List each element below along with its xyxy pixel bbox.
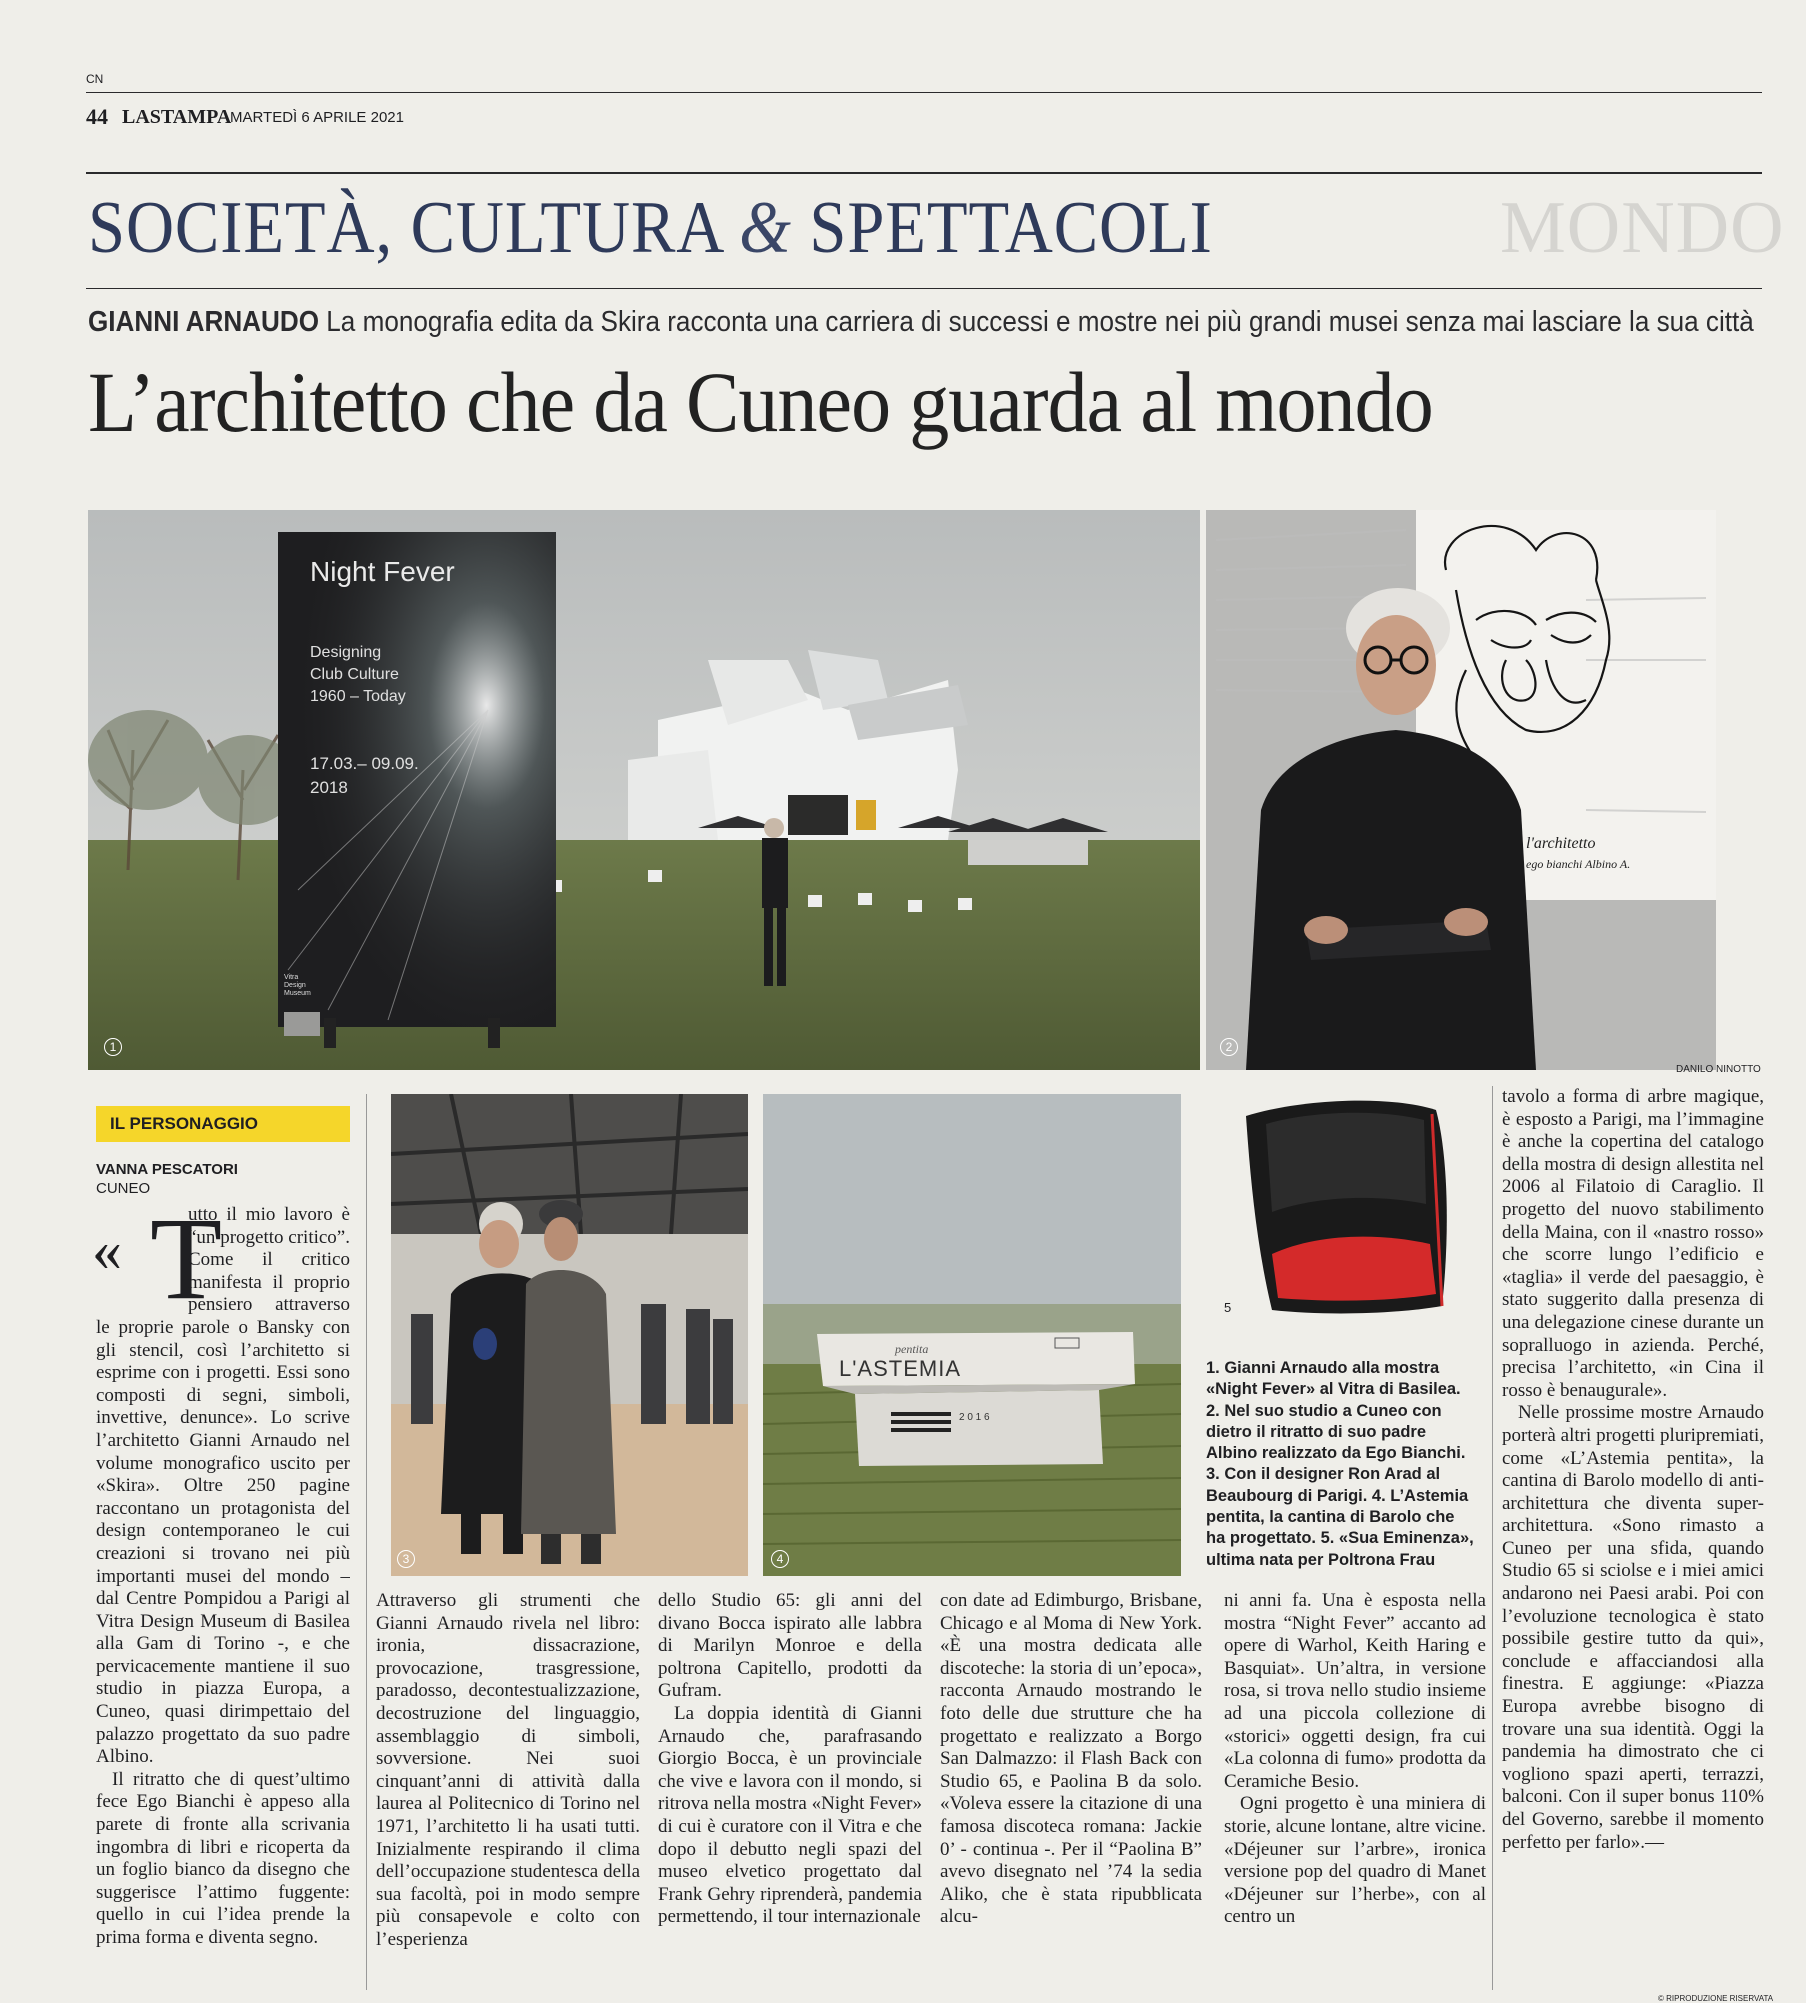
photo-credit: DANILO NINOTTO (1676, 1064, 1761, 1075)
photo-sua-eminenza (1206, 1094, 1482, 1324)
article-column-6 (1502, 1086, 1764, 1990)
section-tag: IL PERSONAGGIO (96, 1106, 350, 1142)
photo-caption: 1. Gianni Arnaudo alla mostra «Night Fever» al Vitra di Basilea. 2. Nel suo studio a Cuneo con dietro il ritratto di suo padre Albino realizzato da Ego Bianchi. 3. Con il designer Ron Arad al Beaubourg di Parigi. 4. L’Astemia pentita, la cantina di Barolo che ha progettato. 5. «Sua Eminenza», ultima nata per Poltrona Frau (1206, 1359, 1474, 1569)
paragraph: ni anni fa. Una è esposta nella mostra “Night Fever” accanto ad opere di Warhol, Keith Haring e Basquiat». Un’altra, in versione rosa, si trova nello studio insieme ad una piccola collezione di «storici» oggetti design, fra cui «La colonna di fumo» prodotta da Ceramiche Besio. (1224, 1590, 1486, 1792)
author-name: VANNA PESCATORI (96, 1161, 238, 1178)
newspaper-logo: LASTAMPA (122, 106, 232, 128)
photo-number-2: 2 (1220, 1038, 1238, 1056)
photo-night-fever (88, 510, 1200, 1070)
paragraph: Attraverso gli strumenti che Gianni Arnaudo rivela nel libro: ironia, dissacrazione, provocazione, trasgressione, paradosso, decontestualizzazione, decostruzione del linguaggio, assemblaggio di simboli, sovversione. Nei suoi cinquant’anni di attività dalla laurea al Politecnico di Torino nel 1971, l’architetto li ha usati tutti. Inizialmente respirando il clima dell’occupazione studentesca della sua facoltà, poi in modo sempre più consapevole e colto con l’esperienza (376, 1590, 640, 1950)
kicker-name: GIANNI ARNAUDO (88, 306, 320, 338)
photo-portrait (1206, 510, 1716, 1070)
article-column-1 (96, 1204, 350, 1994)
photo-astemia (763, 1094, 1181, 1576)
edition-code: CN (86, 72, 104, 86)
lead-paragraph: utto il mio lavoro è “un progetto critico”. Come il critico manifesta il proprio pensiero attraverso le proprie parole o Bansky con gli stencil, così l’architetto si esprime con i progetti. Essi sono composti di segni, simboli, invettive, denunce». Lo scrive l’architetto Gianni Arnaudo nel volume monografico uscito per «Skira». Oltre 250 pagine raccontano un protagonista del design contemporaneo le cui creazioni si trovano nei più importanti musei del mondo – dal Centre Pompidou a Parigi al Vitra Design Museum di Basilea alla Gam di Torino -, e che pervicacemente mantiene il suo studio in piazza Europa, a Cuneo, quasi dirimpettaio del palazzo progettato da suo padre Albino. (96, 1204, 350, 1768)
paragraph: Ogni progetto è una miniera di storie, alcune lontane, altre vicine. «Déjeuner sur l’arbre», ironica versione pop del quadro di Manet «Déjeuner sur l’herbe», con al centro un (1224, 1793, 1486, 1928)
article-column-5 (1224, 1590, 1486, 1994)
banner-title: Night Fever (310, 556, 455, 587)
banner-dates: 17.03.– 09.09. 2018 (310, 754, 419, 797)
issue-date: MARTEDÌ 6 APRILE 2021 (230, 109, 404, 126)
copyright-notice: © RIPRODUZIONE RISERVATA (1658, 1994, 1774, 2003)
photo-number-4: 4 (771, 1550, 789, 1568)
photo-number-3: 3 (397, 1550, 415, 1568)
bleed-through-text: MONDO (1500, 187, 1785, 269)
paragraph: tavolo a forma di arbre magique, è esposto a Parigi, ma l’immagine è anche la copertina del catalogo della mostra di design allestita nel 2006 al Filatoio di Caraglio. Il progetto del nuovo stabilimento della Maina, con il «nastro rosso» che scorre lungo l’edificio e «taglia» il verde del paesaggio, è stato suggerito dalla presenza di una delegazione cinese durante un sopralluogo in azienda. Perché, precisa l’architetto, «in Cina il rosso è benaugurale». (1502, 1086, 1764, 1401)
paragraph: dello Studio 65: gli anni del divano Bocca ispirato alle labbra di Marilyn Monroe e della poltrona Capitello, prodotti da Gufram. (658, 1590, 922, 1702)
paragraph: Il ritratto che di quest’ultimo fece Ego Bianchi è appeso alla parete di fronte alla scrivania ingombra di libri e ricoperta da un foglio bianco da disegno che suggerisce l’attimo fuggente: quello in cui l’idea prende la prima forma e diventa segno. (96, 1768, 350, 1948)
paragraph: La doppia identità di Gianni Arnaudo che, parafrasando Giorgio Bocca, è un provinciale che vive e lavora con il mondo, si ritrova nella mostra «Night Fever» di cui è curatore con il Vitra e che dopo il debutto negli spazi del museo elvetico progettato dal Frank Gehry riprenderà, pandemia permettendo, il tour internazionale (658, 1702, 922, 1928)
photo-beaubourg (391, 1094, 748, 1576)
paragraph: Nelle prossime mostre Arnaudo porterà altri progetti pluripremiati, come «L’Astemia pentita», la cantina di Barolo modello di anti-architettura che diventa super-architettura. «Sono rimasto a Cuneo per una sfida, quando Studio 65 si sciolse e i miei amici andarono nei Paesi arabi. Poi con l’evoluzione tecnologica è stato possibile gestire tutto da qui», conclude e affacciandosi alla finestra. E aggiunge: «Piazza Europa avrebbe bisogno di trovare una sua identità. Oggi la pandemia ha dimostrato che ci vogliono spazi aperti, terrazzi, balconi. Con il super bonus 110% del Governo, sarebbe il momento perfetto per farlo».— (1502, 1402, 1764, 1853)
article-column-4 (940, 1590, 1202, 1994)
photo-number-1: 1 (104, 1038, 122, 1056)
sign-year: 2 0 1 6 (959, 1412, 990, 1423)
headline: L’architetto che da Cuneo guarda al mondo (88, 354, 1433, 450)
banner-museum-label: Vitra Design Museum (284, 974, 311, 997)
sign-script: pentita (895, 1342, 929, 1356)
dropcap-letter: T (150, 1193, 223, 1324)
banner-subtitle: Designing Club Culture 1960 – Today (310, 644, 406, 705)
photo-number-5: 5 (1224, 1300, 1232, 1315)
paragraph: con date ad Edimburgo, Brisbane, Chicago e al Moma di New York. «È una mostra dedicata alle discoteche: la storia di un’epoca», racconta Arnaudo mostrando le foto delle due strutture che ha progettato e realizzato a Borgo San Dalmazzo: il Flash Back con Studio 65, e Paolina B da solo. «Voleva essere la citazione di una famosa discoteca romana: Jackie 0’ - continua -. Per il “Paolina B” avevo disegnato nel ’74 la sedia Aliko, che è stata ripubblicata alcu- (940, 1590, 1202, 1928)
section-title: SOCIETÀ, CULTURA & SPETTACOLI (88, 187, 1213, 269)
sketch-signature: l'architetto ego bianchi Albino A. (1526, 835, 1631, 871)
dateline: CUNEO (96, 1180, 151, 1197)
page-number: 44 (86, 104, 108, 129)
article-column-3 (658, 1590, 922, 1994)
kicker-text: La monografia edita da Skira racconta una carriera di successi e mostre nei più grandi musei senza mai lasciare la sua città (326, 306, 1754, 338)
kicker (88, 306, 1754, 339)
dropcap-quote: « (92, 1217, 122, 1283)
article-column-2 (376, 1590, 640, 1994)
sign-main: L'ASTEMIA (839, 1356, 962, 1381)
